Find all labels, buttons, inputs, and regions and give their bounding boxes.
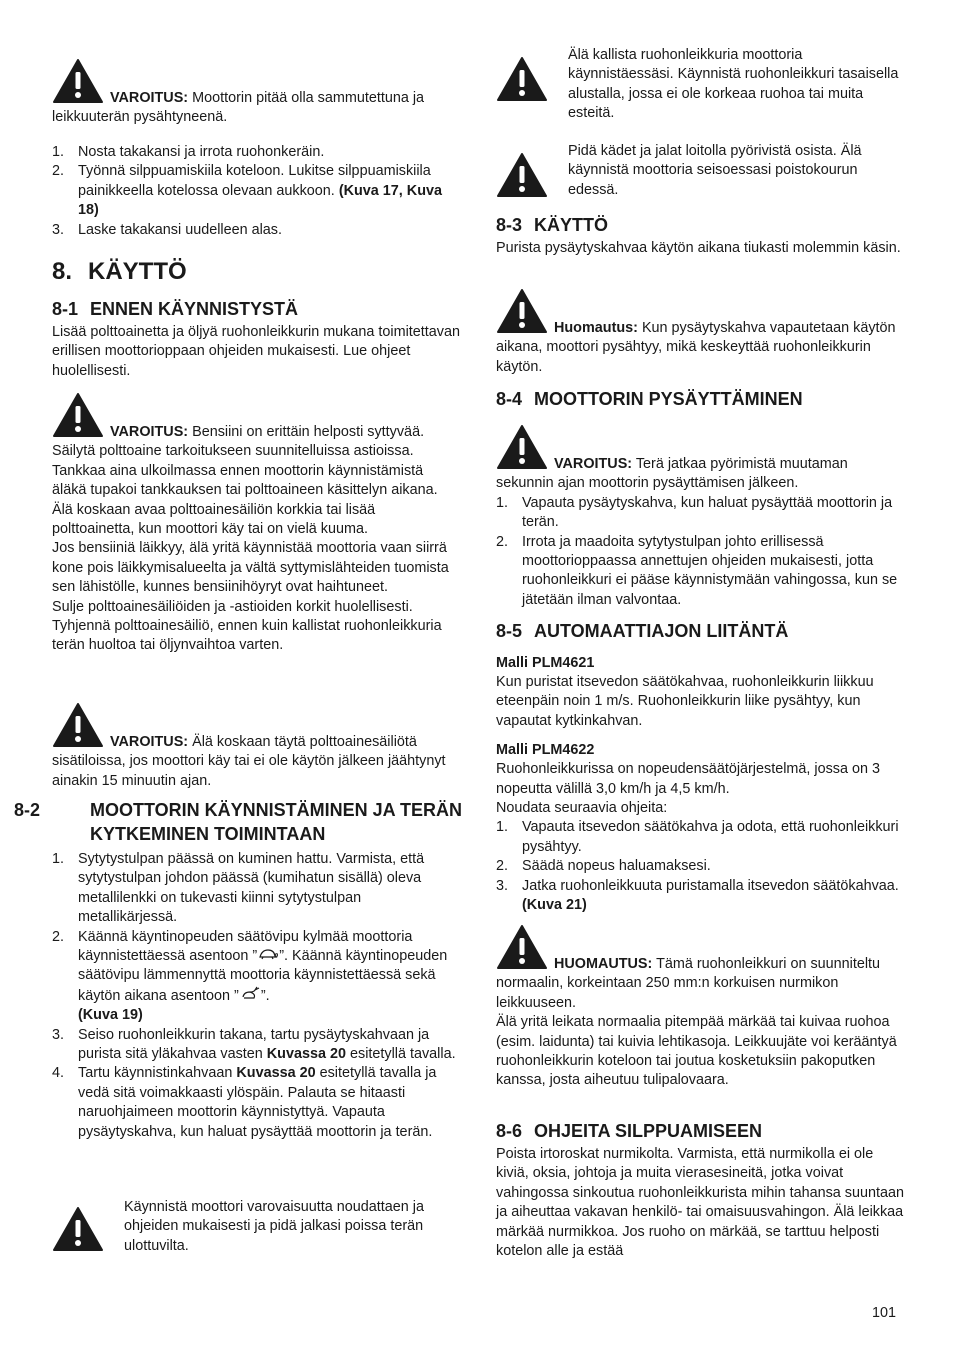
mulch-steps-list [52, 143, 460, 240]
warning-triangle-icon [52, 58, 104, 104]
model-heading: Malli PLM4622 [496, 742, 595, 759]
model-heading: Malli PLM4621 [496, 655, 595, 671]
warning-triangle-icon [496, 56, 548, 102]
warning-label: VAROITUS: [110, 424, 189, 440]
rabbit-icon [239, 986, 261, 1006]
warning-text: Moottorin pitää olla sammutettuna ja leikkuuterän pysähtyneenä. [52, 90, 425, 126]
section-heading-8-6: 8-6 OHJEITA SILPPUAMISEEN [496, 1121, 763, 1141]
warning-label: VAROITUS: [110, 734, 189, 750]
list-item: 2. Työnnä silppuamiskiila koteloon. Lukitse silppuamiskiila painikkeella kotelossa olevaan aukkoon. (Kuva 17, Kuva 18) [52, 163, 442, 219]
note-grass-height: HUOMAUTUS: Tämä ruohonleikkuri on suunniteltu normaalin, korkeintaan 250 mm:n korkuisen nurmikon leikkuuseen. Älä yritä leikata normaalia pitempää märkää tai kuivaa ruohoa (esim. laidunta) tai kuivia lehtikasoja. Leikkuujäte voi kerääntyä ruohonleikkurin koteloon tai joutua kosketuksiin pakoputken kanssa, josta aiheutuu tulipalovaara. [496, 924, 904, 1091]
list-item: 1. Nosta takakansi ja irrota ruohonkeräin. [52, 144, 325, 160]
figure-ref: (Kuva 21) [522, 897, 587, 914]
caution-moving-parts [496, 142, 904, 202]
warning-triangle-icon [496, 152, 548, 198]
start-engine-steps-list [52, 850, 460, 1142]
list-item: 1. Vapauta itsevedon säätökahva ja odota, että ruohonleikkuri pysähtyy. [496, 819, 899, 855]
section-heading-8-2: 8-2 MOOTTORIN KÄYNNISTÄMINEN JA TERÄN KYTKEMINEN TOIMINTAAN [14, 800, 463, 844]
warning-triangle-icon [52, 392, 104, 438]
turtle-icon [257, 947, 279, 966]
list-item: 2. Käännä käyntinopeuden säätövipu kylmää moottoria käynnistettäessä asentoon ” ”. Käännä käyntinopeuden säätövipu lämmennyttä moottoria käynnistettäessä sekä käytön aikana asentoon ” ”. (Kuva 19) [52, 928, 448, 1024]
warning-triangle-icon [496, 924, 548, 970]
section-8-6-body: Poista irtoroskat nurmikolta. Varmista, että nurmikolla ei ole kiviä, oksia, johtoja ja muita vierasesineitä, jotka voivat vahingossa sinkoutua ruohonleikkurista mihin tahansa suuntaan ja aiheuttaa vakavan henkilö- tai omaisuusvahingon. Älä leikkaa märkää nurmikkoa. Jos ruoho on märkää, se tarttuu helposti kotelon alle ja estää [496, 1146, 904, 1260]
caution-tilt [496, 46, 904, 126]
list-item: 3. Seiso ruohonleikkurin takana, tartu pysäytyskahvaan ja purista sitä yläkahvaa vasten Kuvassa 20 esitetyllä tavalla. [52, 1026, 456, 1063]
stop-engine-steps-list [496, 494, 904, 610]
warning-triangle-icon [52, 702, 104, 748]
figure-ref: (Kuva 19) [78, 1007, 143, 1024]
section-heading-8-5: 8-5 AUTOMAATTIAJON LIITÄNTÄ [496, 621, 789, 641]
warning-triangle-icon [52, 1206, 104, 1252]
self-propel-section: Malli PLM4621 Kun puristat itsevedon säätökahvaa, ruohonleikkurin liikkuu eteenpäin noin 1 m/s. Ruohonleikkurin liike pysähtyy, kun vapautat kytkinkahvan. Malli PLM4622 Ruohonleikkurissa on nopeudensäätöjärjestelmä, jossa on 3 nopeutta välillä 3,0 km/h ja 4,5 km/h. Noudata seuraavia ohjeita: 1. Vapauta itsevedon säätökahva ja odota, että ruohonleikkuri pysähtyy. 2. Säädä nopeus haluamaksesi. 3. Jatka ruohonleikkuuta puristamalla itsevedon säätökahvaa. (Kuva 21) [496, 654, 904, 915]
list-item: 1. Vapauta pysäytyskahva, kun haluat pysäyttää moottorin ja terän. [496, 494, 893, 531]
warning-engine-off [52, 58, 460, 128]
section-heading-8-3: 8-3 KÄYTTÖ [496, 215, 608, 235]
list-item: 1. Sytytystulpan päässä on kuminen hattu. Varmista, että sytytystulpan johdon päässä (kumihatun sisällä) oleva metallilenkki on tukevasti kiinni sytytystulpan metallikärjessä. [52, 851, 425, 926]
section-heading-8-4: 8-4 MOOTTORIN PYSÄYTTÄMINEN [496, 389, 803, 409]
warning-triangle-icon [496, 424, 548, 470]
page-number: 101 [872, 1305, 897, 1321]
section-heading-8-1: 8-1 ENNEN KÄYNNISTYSTÄ [52, 299, 299, 319]
warning-label: VAROITUS: [110, 90, 189, 106]
warning-indoor-fueling: VAROITUS: Älä koskaan täytä polttoainesäiliötä sisätiloissa, jos moottori käy tai ei ole käytön jälkeen jäähtynyt ainakin 15 minuutin ajan. [52, 702, 460, 791]
warning-blade-rotation: VAROITUS: Terä jatkaa pyörimistä muutaman sekunnin ajan moottorin pysäyttämisen jälkeen. 1. Vapauta pysäytyskahva, kun haluat pysäyttää moottorin ja terän. 2. Irrota ja maadoita sytytystulpan johto erillisessä moottorioppaassa annettujen ohjeiden mukaisesti, jotta ruohonleikkuri ei pääse käynnistymään vahingossa, kun se jätetään ilman valvontaa. [496, 424, 904, 610]
list-item: 2. Irrota ja maadoita sytytystulpan johto erillisessä moottorioppaassa annettujen ohjeiden mukaisesti, jotta ruohonleikkuri ei pääse käynnistymään vahingossa, kun se jätetään ilman valvontaa. [496, 533, 898, 608]
list-item: 4. Tartu käynnistinkahvaan Kuvassa 20 esitetyllä tavalla ja vedä sitä voimakkaasti ylöspäin. Palauta se hitaasti naruohjaimeen moottorin käynnistyttyä. Vapauta pysäytyskahva, kun haluat pysäyttää moottorin ja terän. [52, 1065, 437, 1140]
section-8-1-body: Lisää polttoainetta ja öljyä ruohonleikkurin mukana toimitettavan erillisen moottorioppaan ohjeiden mukaisesti. Lue ohjeet huolellisesti. [52, 324, 460, 379]
warning-triangle-icon [496, 288, 548, 334]
caution-text: Älä kallista ruohonleikkuria moottoria käynnistäessäsi. Käynnistä ruohonleikkuri tasaisella alustalla, jossa ei ole korkeaa ruohoa tai muita esteitä. [568, 47, 899, 122]
caution-text: Pidä kädet ja jalat loitolla pyörivistä osista. Älä käynnistä moottoria seisoessasi poistokourun edessä. [568, 143, 862, 198]
note-label: HUOMAUTUS: [554, 956, 653, 972]
section-8-3-body: Purista pysäytyskahvaa käytön aikana tiukasti molemmin käsin. [496, 240, 901, 256]
chapter-heading: 8. KÄYTTÖ [52, 258, 187, 285]
list-item: 3. Jatka ruohonleikkuuta puristamalla itsevedon säätökahvaa. (Kuva 21) [496, 877, 899, 914]
list-item: 3. Laske takakansi uudelleen alas. [52, 221, 283, 238]
warning-gasoline: VAROITUS: Bensiini on erittäin helposti syttyvää. Säilytä polttoaine tarkoitukseen suunnitelluissa astioissa. Tankkaa aina ulkoilmassa ennen moottorin käynnistämistä äläkä tupakoi tankkauksen tai polttoaineen käsittelyn aikana. Älä koskaan avaa polttoainesäiliön korkkia tai lisää polttoainetta, kun moottori käy tai on vielä kuuma. Jos bensiiniä läikkyy, älä yritä käynnistää moottoria vaan siirrä kone pois läikkymisalueelta ja vältä syttymislähteiden tuomista sen lähistölle, kunnes bensiinihöyryt ovat haihtuneet. Sulje polttoainesäiliöiden ja -astioiden korkit huolellisesti. Tyhjennä polttoainesäiliö, ennen kuin kallistat ruohonleikkuria terän huoltoa tai öljynvaihtoa varten. [52, 392, 460, 656]
caution-start-engine [52, 1198, 460, 1258]
figure-ref: (Kuva 17, Kuva 18) [78, 182, 442, 219]
note-label: Huomautus: [554, 320, 638, 336]
speed-steps-list [496, 818, 904, 915]
caution-text: Käynnistä moottori varovaisuutta noudattaen ja ohjeiden mukaisesti ja pidä jalkasi poissa terän ulottuvilta. [124, 1199, 424, 1254]
note-stop-handle: Huomautus: Kun pysäytyskahva vapautetaan käytön aikana, moottori pysähtyy, mikä keskeyttää ruohonleikkurin käytön. [496, 288, 904, 377]
list-item: 2. Säädä nopeus haluamaksesi. [496, 858, 711, 875]
warning-label: VAROITUS: [554, 456, 633, 472]
